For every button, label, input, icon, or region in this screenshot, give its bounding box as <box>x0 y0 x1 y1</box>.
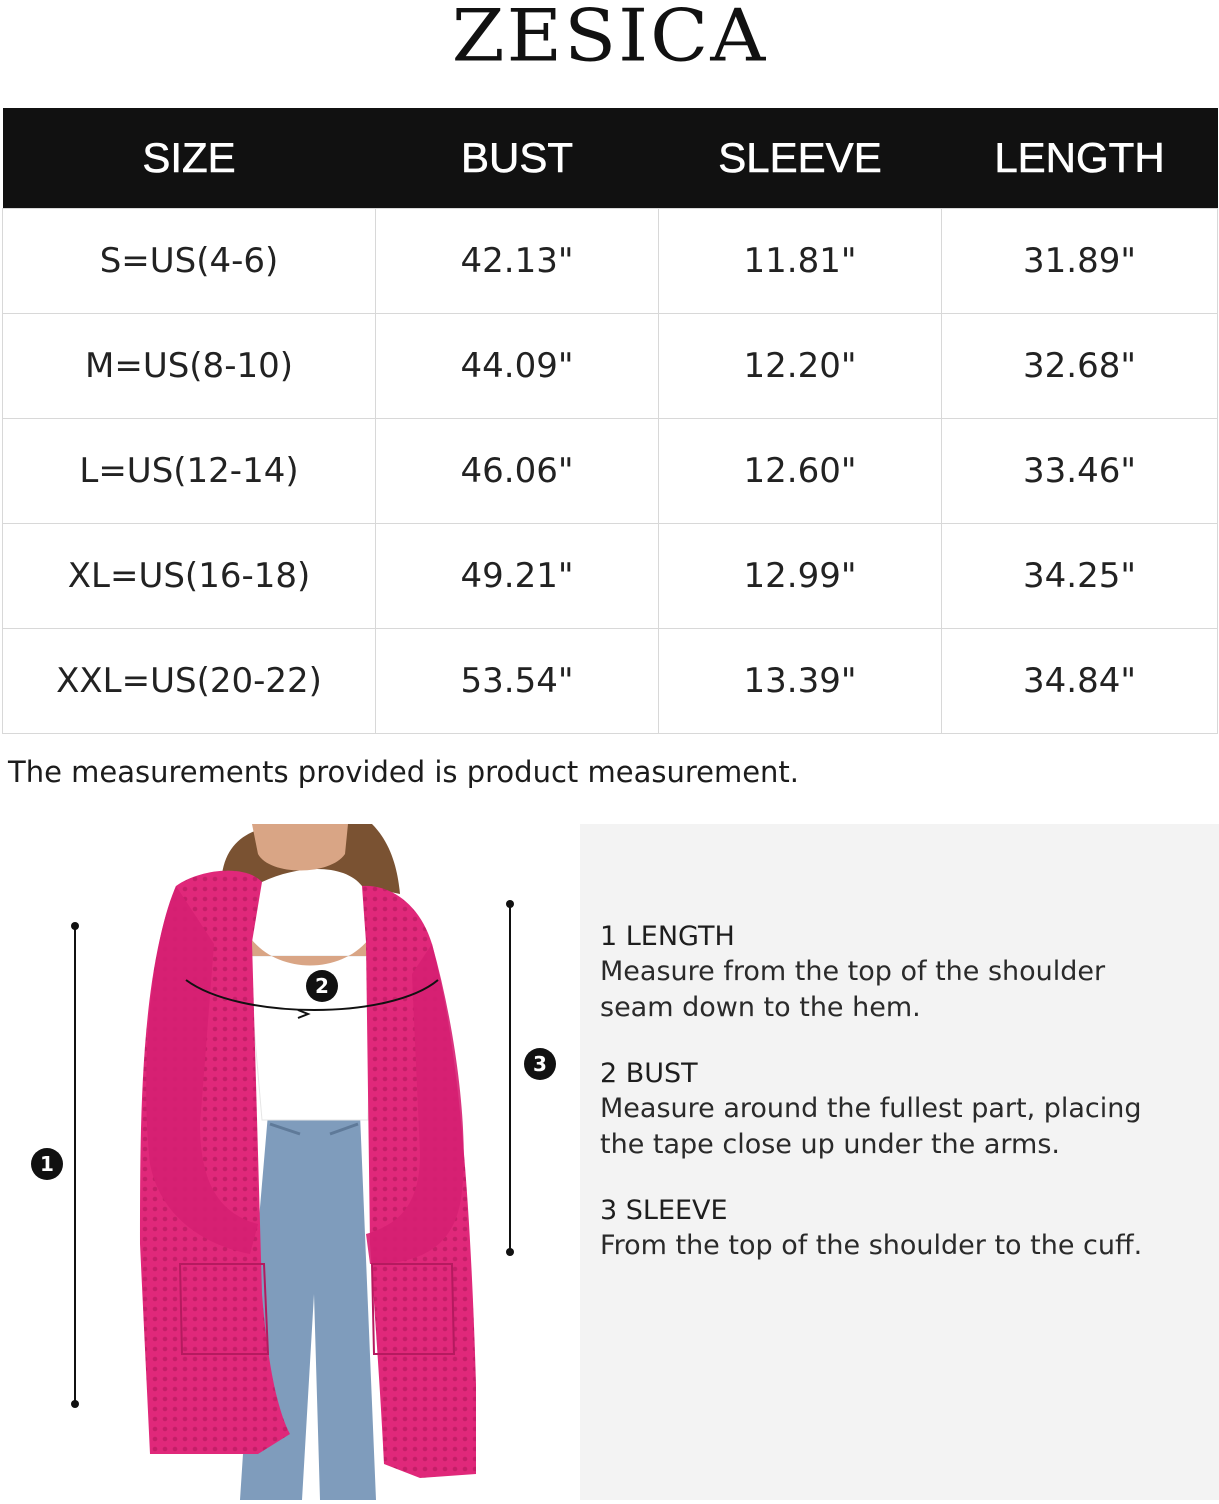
table-row <box>3 629 1218 734</box>
cell-size: S=US(4-6) <box>3 209 376 314</box>
header-size: SIZE <box>3 108 376 209</box>
header-sleeve: SLEEVE <box>659 108 942 209</box>
cell-sleeve: 13.39" <box>659 629 942 734</box>
cell-sleeve: 12.60" <box>659 419 942 524</box>
bust-instruction-title: 2 BUST <box>600 1058 698 1089</box>
bust-instruction-line: the tape close up under the arms. <box>600 1129 1060 1160</box>
cell-length: 34.25" <box>942 524 1218 629</box>
cell-bust: 44.09" <box>376 314 659 419</box>
table-row <box>3 419 1218 524</box>
header-bust: BUST <box>376 108 659 209</box>
table-header-row <box>3 108 1218 209</box>
cell-length: 31.89" <box>942 209 1218 314</box>
length-instruction-title: 1 LENGTH <box>600 921 735 952</box>
table-row <box>3 314 1218 419</box>
bust-marker-label: 2 <box>315 974 329 998</box>
cell-size: L=US(12-14) <box>3 419 376 524</box>
sleeve-marker-label: 3 <box>533 1052 547 1076</box>
cell-size: M=US(8-10) <box>3 314 376 419</box>
header-length: LENGTH <box>942 108 1218 209</box>
cell-sleeve: 12.99" <box>659 524 942 629</box>
table-row <box>3 209 1218 314</box>
cell-bust: 42.13" <box>376 209 659 314</box>
brand-logo: ZESICA <box>451 0 768 78</box>
sleeve-instruction-title: 3 SLEEVE <box>600 1195 728 1226</box>
length-instruction <box>600 920 1200 1026</box>
cell-bust: 46.06" <box>376 419 659 524</box>
table-row <box>3 524 1218 629</box>
length-marker-label: 1 <box>40 1152 54 1176</box>
cell-size: XXL=US(20-22) <box>3 629 376 734</box>
bust-instruction-line: Measure around the fullest part, placing <box>600 1093 1142 1124</box>
cell-length: 34.84" <box>942 629 1218 734</box>
size-chart-table <box>2 108 1218 734</box>
bust-instruction <box>600 1057 1200 1163</box>
sleeve-instruction <box>600 1194 1200 1264</box>
length-instruction-line: seam down to the hem. <box>600 992 921 1023</box>
cell-sleeve: 11.81" <box>659 209 942 314</box>
length-instruction-line: Measure from the top of the shoulder <box>600 956 1106 987</box>
cell-length: 33.46" <box>942 419 1218 524</box>
cell-length: 32.68" <box>942 314 1218 419</box>
cell-bust: 49.21" <box>376 524 659 629</box>
measurement-guide-panel <box>580 824 1219 1500</box>
product-photo <box>0 824 580 1500</box>
cell-size: XL=US(16-18) <box>3 524 376 629</box>
cell-sleeve: 12.20" <box>659 314 942 419</box>
measurement-note: The measurements provided is product measurement. <box>8 755 800 789</box>
cell-bust: 53.54" <box>376 629 659 734</box>
sleeve-instruction-line: From the top of the shoulder to the cuff. <box>600 1230 1143 1261</box>
